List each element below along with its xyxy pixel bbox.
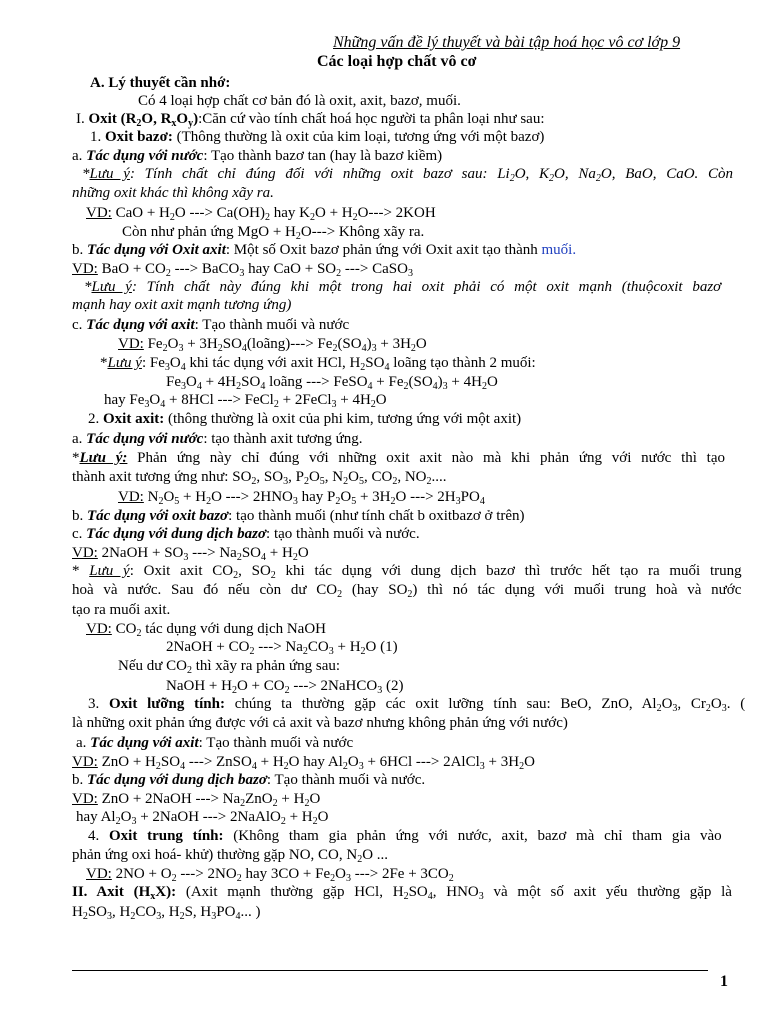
text-line: *Lưu ý: $Fe_3O_4$ khi tác dụng với axit HCl, $H_2SO_4$ loãng tạo thành 2 muối: bbox=[100, 355, 536, 373]
text-line: A. Lý thuyết cần nhớ: bbox=[90, 75, 231, 91]
text-line: c. Tác dụng với dung dịch bazơ: tạo thành muối và nước. bbox=[72, 526, 420, 542]
text-line: VD: $N_2O_5 + H_2O$ ---> $2HNO_3$ hay $P_2O_5 + 3H_2O$ ---> $2H_3PO_4$ bbox=[118, 489, 485, 507]
text-line: phản ứng oxi hoá- khử) thường gặp NO, CO, $N_2O$ ... bbox=[72, 847, 389, 865]
text-line: VD: $Fe_2O_3$ + $3H_2SO_4(loãng)---> Fe_2(SO_4)_3 + 3H_2O$ bbox=[118, 336, 427, 354]
text-line: hay $Al_2O_3$ + 2NaOH ---> 2NaAlO$_2$ + $H_2O$ bbox=[76, 809, 329, 827]
text-line: NaOH + $H_2O + CO_2$ ---> 2NaHCO$_3$ (2) bbox=[166, 678, 404, 696]
text-line: hoà và nước. Sau đó nếu còn dư $CO_2$ (hay $SO_2$) thì nó tác dụng với muối trung hoà và nước bbox=[72, 582, 742, 600]
text-line: VD: CaO + $H_2O$ ---> $Ca(OH)_2$ hay $K_2O + H_2O---> 2KOH$ bbox=[86, 205, 436, 223]
text-line: a. Tác dụng với nước: Tạo thành bazơ tan (hay là bazơ kiềm) bbox=[72, 148, 443, 164]
text-line: mạnh hay oxit axit mạnh tương ứng) bbox=[72, 297, 292, 313]
text-line: VD: $2NO + O_2$ ---> $2NO_2$ hay $3CO + Fe_2O_3$ ---> $2Fe + 3CO_2$ bbox=[86, 866, 454, 884]
text-line: b. Tác dụng với dung dịch bazơ: Tạo thành muối và nước. bbox=[72, 772, 426, 788]
text-line: hay $Fe_3O_4 + 8HCl$ ---> FeCl$_2$ + 2FeCl$_3$ + $4H_2O$ bbox=[104, 392, 387, 410]
text-line: Có 4 loại hợp chất cơ bản đó là oxit, axit, bazơ, muối. bbox=[138, 93, 461, 109]
text-line: 3. Oxit lưỡng tính: chúng ta thường gặp các oxit lưỡng tính sau: BeO, ZnO, $Al_2O_3$, $Cr_2O_3$. ( bbox=[88, 696, 746, 714]
page-number: 1 bbox=[720, 973, 728, 990]
text-line: *Lưu ý: Tính chất chỉ đúng đối với những oxit bazơ sau: $Li_2O$, $K_2O$, $Na_2O$, BaO, CaO. Còn bbox=[82, 166, 734, 184]
text-line: VD: BaO + $CO_2$ ---> BaCO$_3$ hay CaO + $SO_2$ ---> CaSO$_3$ bbox=[72, 261, 413, 279]
text-line: tạo ra muối axit. bbox=[72, 602, 171, 618]
text-line: VD: $CO_2$ tác dụng với dung dịch NaOH bbox=[86, 621, 327, 639]
text-line: Nếu dư $CO_2$ thì xãy ra phản ứng sau: bbox=[118, 658, 341, 676]
text-line: VD: 2NaOH + $SO_3$ ---> $Na_2SO_4 + H_2O$ bbox=[72, 545, 309, 563]
text-line: thành axit tương ứng như: $SO_2$, $SO_3$, $P_2O_5$, $N_2O_5$, $CO_2$, $NO_2$.... bbox=[72, 469, 447, 487]
text-line: c. Tác dụng với axit: Tạo thành muối và nước bbox=[72, 317, 350, 333]
text-line: *Lưu ý: Tính chất này đúng khi một trong hai oxit phải có một oxit mạnh (thuộcoxit bazơ bbox=[84, 279, 722, 295]
text-line: 2. Oxit axit: (thông thường là oxit của phi kim, tương ứng với một axit) bbox=[88, 411, 522, 427]
text-line: a. Tác dụng với nước: tạo thành axit tương ứng. bbox=[72, 431, 363, 447]
text-line: VD: ZnO + $H_2SO_4$ ---> ZnSO$_4$ + $H_2O$ hay $Al_2O_3 + 6HCl$ ---> 2AlCl$_3$ + $3H_2O$ bbox=[72, 754, 535, 772]
text-line: b. Tác dụng với oxit bazơ: tạo thành muối (như tính chất b oxitbazơ ở trên) bbox=[72, 508, 525, 524]
page-title: Các loại hợp chất vô cơ bbox=[317, 53, 477, 70]
text-line: $Fe_3O_4 + 4H_2SO_4$ loãng ---> FeSO$_4$ + $Fe_2(SO_4)_3 + 4H_2O$ bbox=[166, 374, 498, 392]
text-line: Còn như phản ứng MgO + $H_2O--->$ Không xãy ra. bbox=[122, 224, 425, 242]
text-line: 1. Oxit bazơ: (Thông thường là oxit của kim loại, tương ứng với một bazơ) bbox=[90, 129, 545, 145]
text-line: 4. Oxit trung tính: (Không tham gia phản ứng với nước, axit, bazơ mà chỉ tham gia vào bbox=[88, 828, 722, 844]
text-line: I. Oxit ($R_2O$, $R_xO_y):Căn$ cứ vào tính chất hoá học người ta phân loại như sau: bbox=[76, 111, 545, 129]
footer-rule bbox=[72, 970, 708, 971]
text-line: VD: ZnO + 2NaOH ---> $Na_2ZnO_2 + H_2O$ bbox=[72, 791, 321, 809]
text-line: a. Tác dụng với axit: Tạo thành muối và nước bbox=[76, 735, 354, 751]
page-header: Những vấn đề lý thuyết và bài tập hoá học vô cơ lớp 9 bbox=[333, 34, 681, 51]
text-line: II. Axit $(H_xX)$: (Axit mạnh thường gặp HCl, $H_2SO_4$, $HNO_3$ và một số axit yếu thường gặp là bbox=[72, 884, 732, 902]
text-line: những oxit khác thì không xãy ra. bbox=[72, 185, 274, 201]
text-line: 2NaOH + $CO_2$ ---> $Na_2CO_3 + H_2O$ (1) bbox=[166, 639, 398, 657]
text-line: *Lưu ý: Phản ứng này chỉ đúng với những oxit axit nào mà khi phản ứng với nước thì tạo bbox=[72, 450, 725, 466]
text-line: $H_2SO_3$, $H_2CO_3$, $H_2S$, $H_3PO_4$... ) bbox=[72, 904, 261, 922]
text-line: * Lưu ý: Oxit axit $CO_2$, $SO_2$ khi tác dụng với dung dịch bazơ thì trước hết tạo ra muối trung bbox=[72, 563, 742, 581]
text-line: là những oxit phản ứng được với cả axit và bazơ nhưng không phản ứng với nước) bbox=[72, 715, 568, 731]
text-line: b. Tác dụng với Oxit axit: Một số Oxit bazơ phản ứng với Oxit axit tạo thành muối. bbox=[72, 242, 577, 258]
